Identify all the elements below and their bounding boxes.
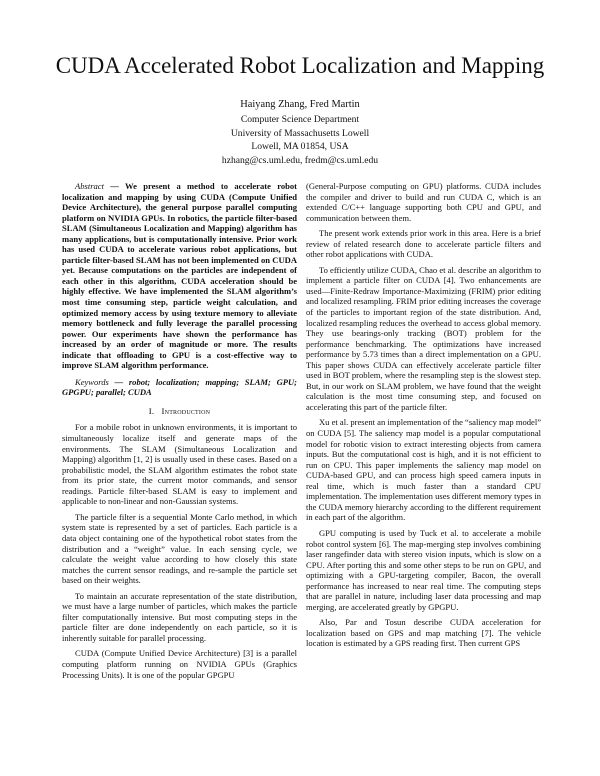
section-title: Introduction xyxy=(161,405,211,416)
paragraph: The present work extends prior work in this area. Here is a brief review of related research done to accelerate particle filters and other robot applications with CUDA. xyxy=(306,228,541,260)
paragraph: For a mobile robot in unknown environments, it is important to simultaneously localize itself and generate maps of the environments. The SLAM (Simultaneous Localization and Mapping) algorithm [1, 2] is usually used in these cases. Based on a probabilistic model, the SLAM algorithm estimates the robot state from its prior state, the current motor commands, and sensor readings. Particle filter-based SLAM is easy to implement and applicable to non-linear and non-Gaussian systems. xyxy=(62,422,297,507)
paragraph: (General-Purpose computing on GPU) platforms. CUDA includes the compiler and driver to build and run CUDA C, which is an extended C/C++ language supporting both CPU and GPU, and communication between them. xyxy=(306,181,541,223)
author-address: Lowell, MA 01854, USA xyxy=(251,141,349,153)
paragraph: Xu et al. present an implementation of the “saliency map model” on CUDA [5]. The saliency map model is a popular computational model for robotic vision to extract interesting objects from camera inputs. But the computational cost is high, and it is not efficient to run on CPU. This paper implements the saliency map model on CUDA-based GPU, and can process high speed camera inputs in real time, which is much faster than a standard CPU implementation. The implementation uses different memory types in the CUDA memory hierarchy according to the different requirement in each part of the algorithm. xyxy=(306,417,541,523)
abstract-label: Abstract xyxy=(75,181,104,191)
author-university: University of Massachusetts Lowell xyxy=(230,127,370,139)
right-column xyxy=(306,181,541,654)
paragraph: To efficiently utilize CUDA, Chao et al. describe an algorithm to implement a particle filter on CUDA [4]. Two enhancements are used—Finite-Redraw Importance-Maximizing (FRIM) prior editing and localized resampling. FRIM prior editing increases the coverage of the particles to important region of the state distribution. And, localized resampling reduces the overhead to access global memory. They use bearings-only tracking (BOT) problem for the performance benchmarking. The optimizations have increased performance by 5.73 times than a direct implementation on a GPU. This paper shows CUDA can effectively accelerate particle filter used in BOT problem, where the resampling step is the slowest step. But, in our work on SLAM problem, we have found that the weight calculation is the most time consuming step, and focused on accelerating this part of the particle filter. xyxy=(306,264,541,412)
paragraph: CUDA (Compute Unified Device Architecture) [3] is a parallel computing platform running on NVIDIA GPUs (Graphics Processing Units). It is one of the popular GPGPU xyxy=(62,648,297,680)
keywords xyxy=(62,377,297,398)
abstract-text: — We present a method to accelerate robot localization and mapping by using CUDA (Compute Unified Device Architecture), the general purpose parallel computing platform on NVIDIA GPUs. In robotics, the particle filter-based SLAM (Simultaneous Localization and Mapping) algorithm has many applications, but is computationally intensive. Prior work has used CUDA to accelerate various robot applications, but particle filter-based SLAM has not been implemented on CUDA yet. Because computations on the particles are independent of each other in this algorithm, CUDA acceleration should be highly effective. We have implemented the SLAM algorithm’s most time consuming step, particle weight calculation, and optimized memory access by using texture memory to alleviate memory bottleneck and fully leverage the parallel processing power. Our experiments have shown the performance has increased by an order of magnitude or more. The results indicate that offloading to GPU is a cost-effective way to improve SLAM algorithm performance. xyxy=(62,181,297,371)
author-department: Computer Science Department xyxy=(240,114,360,125)
paragraph: Also, Par and Tosun describe CUDA acceleration for localization based on GPS and map matching [7]. The vehicle location is estimated by a GPS reading first. Then current GPS xyxy=(306,617,541,649)
keywords-text: — robot; localization; mapping; SLAM; GPU; GPGPU; parallel; CUDA xyxy=(62,376,297,398)
author-emails: hzhang@cs.uml.edu, fredm@cs.uml.edu xyxy=(221,154,379,166)
abstract xyxy=(62,181,297,371)
paragraph: GPU computing is used by Tuck et al. to accelerate a mobile robot control system [6]. The map-merging step involves combining laser rangefinder data with stereo vision inputs, which is slow on a CPU. After porting this and some other steps to be run on GPU, and optimizing with a GPU-targeting compiler, Bacon, the overall performance has increased to near real time. The computing steps that are parallel in nature, including laser data processing and map merging, are accelerated greatly by GPGPU. xyxy=(306,527,541,612)
paragraph: To maintain an accurate representation of the state distribution, we must have a large number of particles, which makes the particle filter computationally intensive. But most computing steps in the particle filter are done independently on each particle, so it is inherently suitable for parallel processing. xyxy=(62,590,297,643)
paper-title: CUDA Accelerated Robot Localization and Mapping xyxy=(55,53,545,78)
left-column xyxy=(62,181,297,685)
author-names: Haiyang Zhang, Fred Martin xyxy=(240,99,360,110)
paragraph: The particle filter is a sequential Monte Carlo method, in which system state is represented by a set of particles. Each particle is a data object containing one of the hypothetical robot states from the distribution and a “weight” value. In each sensing cycle, we calculate the weight value according to how closely this state matches the current sensor readings, and re-sample the particle set based on their weights. xyxy=(62,511,297,586)
section-number: I. xyxy=(148,405,155,416)
keywords-label: Keywords xyxy=(75,376,109,387)
author-block xyxy=(0,98,600,167)
section-heading-introduction xyxy=(62,406,297,417)
